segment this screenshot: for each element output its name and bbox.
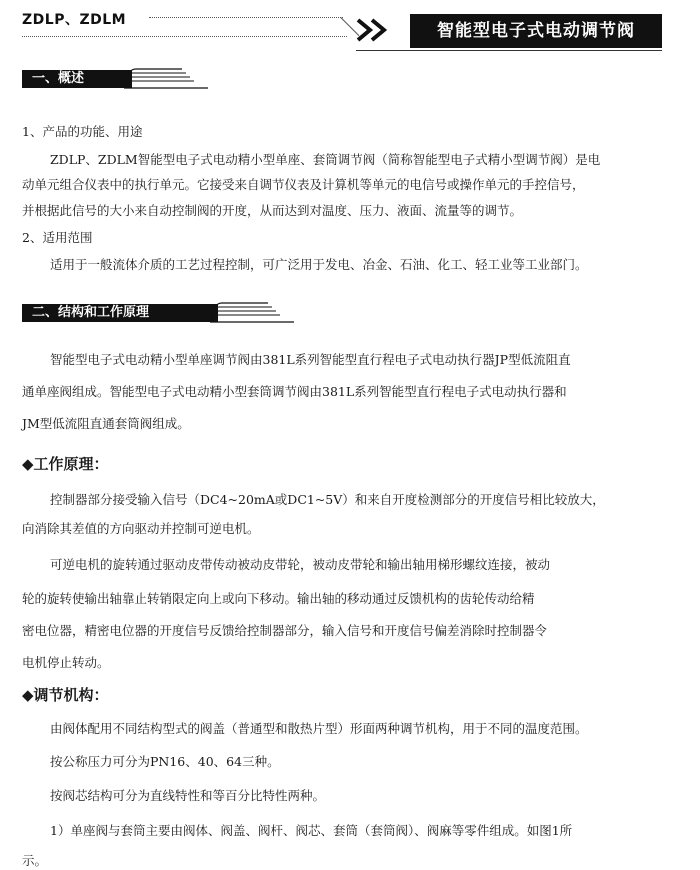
principle-line: 轮的旋转使输出轴靠止转销限定向上或向下移动。输出轴的移动通过反馈机构的齿轮传动给精: [22, 591, 535, 606]
principle-line: 电机停止转动。: [22, 655, 110, 670]
title-underline: [356, 50, 662, 51]
section1-line: 动单元组合仪表中的执行单元。它接受来自调节仪表及计算机等单元的电信号或操作单元的手控信号，: [22, 177, 585, 192]
header-dotted-rule: [149, 17, 343, 18]
mechanism-line: 按阀芯结构可分为直线特性和等百分比特性两种。: [50, 788, 326, 803]
page-title: 智能型电子式电动调节阀: [410, 14, 662, 48]
section-heading-decoration: [122, 68, 212, 90]
header-dotted-rule-bottom: [22, 36, 347, 37]
section-heading-overview: 一、概述: [22, 70, 132, 88]
mechanism-line: 1）单座阀与套筒主要由阀体、阀盖、阀杆、阀芯、套筒（套筒阀）、阀麻等零件组成。如图1所: [50, 823, 573, 838]
section1-line: 1、产品的功能、用途: [22, 124, 143, 139]
section-heading-decoration: [208, 302, 298, 324]
principle-line: 可逆电机的旋转通过驱动皮带传动被动皮带轮，被动皮带轮和输出轴用梯形螺纹连接，被动: [50, 557, 551, 572]
principle-line: 密电位器，精密电位器的开度信号反馈给控制器部分，输入信号和开度信号偏差消除时控制器令: [22, 623, 548, 638]
section1-line: 并根据此信号的大小来自动控制阀的开度，从而达到对温度、压力、液面、流量等的调节。: [22, 203, 523, 218]
mechanism-line: 示。: [22, 853, 48, 868]
page-header: [0, 0, 700, 60]
product-model: ZDLP、ZDLM: [22, 12, 127, 28]
section1-line: 适用于一般流体介质的工艺过程控制，可广泛用于发电、冶金、石油、化工、轻工业等工业部门。: [50, 257, 588, 272]
principle-line: 控制器部分接受输入信号（DC4~20mA或DC1~5V）和来自开度检测部分的开度信号相比较放大，: [50, 492, 605, 507]
section2-line: 智能型电子式电动精小型单座调节阀由381L系列智能型直行程电子式电动执行器JP型低流阻直: [50, 352, 571, 367]
section1-line: 2、适用范围: [22, 230, 93, 245]
mechanism-line: 由阀体配用不同结构型式的阀盖（普通型和散热片型）形面两种调节机构，用于不同的温度范围。: [50, 721, 588, 736]
principle-line: 向消除其差值的方向驱动并控制可逆电机。: [22, 521, 260, 536]
mechanism-line: 按公称压力可分为PN16、40、64三种。: [50, 754, 280, 769]
section1-line: ZDLP、ZDLM智能型电子式电动精小型单座、套筒调节阀（简称智能型电子式精小型调节阀）是电: [50, 152, 601, 167]
section2-line: 通单座阀组成。智能型电子式电动精小型套筒调节阀由381L系列智能型直行程电子式电动执行器和: [22, 384, 567, 399]
subheading-working-principle: ◆工作原理：: [22, 455, 109, 473]
section-heading-structure: 二、结构和工作原理: [22, 304, 218, 322]
subheading-regulating-mechanism: ◆调节机构：: [22, 686, 109, 704]
section2-line: JM型低流阻直通套筒阀组成。: [22, 416, 190, 431]
double-chevron-icon: [356, 18, 406, 42]
